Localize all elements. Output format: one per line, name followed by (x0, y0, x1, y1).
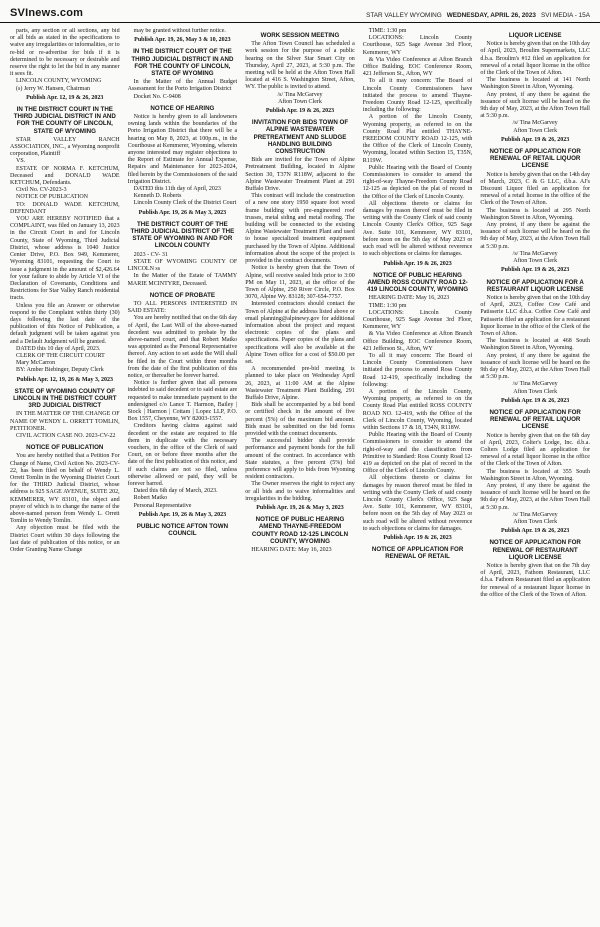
notice-paragraph: Personal Representative (133, 502, 192, 509)
signature-line: /s/ Tina McGarvey (277, 91, 323, 98)
publish-date-line: Publish Apr. 19 & 26, 2023 (383, 535, 452, 542)
notice-heading: THE DISTRICT COURT OF THE THIRD JUDICIAL DISTRICT OF THE STATE OF WYOMING IN AND FOR LINCOLN COUNTY (130, 220, 235, 250)
publish-date-line: Publish Apr. 19 & 26, 2023 (383, 260, 452, 267)
notice-heading: NOTICE OF PUBLIC HEARING AMEND ROSS COUNTY ROAD 12-419 LINCOLN COUNTY, WYOMING (367, 271, 469, 294)
notice-paragraph: All objections thereto or claims for damages by reason thereof must be filed in writing with the County Clerk of said county Lincoln County Clerk's Office, 925 Sage Ave. Suite 101, Kemmerer, WY 83101, before noon on the 5th day of May 2023 or such road will be altered without reverence to such objections or claims for damages. (362, 475, 473, 532)
notice-paragraph: IN THE MATTER OF THE CHANGE OF NAME OF WENDY L. ORRETT TOMLIN, PETITIONER. (10, 411, 120, 432)
signature-line: Afton Town Clerk (513, 258, 558, 265)
notice-paragraph: parts, any section or all sections, any bid or all bids as stated in the specifications to waive any irregularities or informalities, or to re-bid or re-advertise for bids if it is determined to be necessary or desirable and reserve the right to let the bid in any manner it sees fit. (10, 28, 120, 78)
publish-date-line: Publish Apr. 19 & 26, 2023 (501, 397, 570, 404)
notice-paragraph: NOTICE OF PUBLICATION (16, 194, 88, 201)
signature-line: /s/ Tina McGarvey (512, 250, 558, 257)
signature-line: /s/ Tina McGarvey (512, 381, 558, 388)
notice-paragraph: DATED this 11th day of April, 2023 (133, 186, 221, 193)
notice-paragraph: This contract will include the construction of a new one story 1950 square foot wood frame building with pre-engineered roof trusses, metal siding and metal roofing. The building will be connected to the existing Alpine Wastewater Treatment Plant and used to house specialized treatment equipment purchased by the Town of Alpine. Additional information about the scope of the project is provided in the contract documents. (245, 193, 355, 265)
notice-paragraph: Lincoln County Clerk of the District Court (133, 200, 237, 207)
notice-paragraph: To all it may concern: The Board of Lincoln County Commissioners have initiated the process to amend Thayne-Freedom County Road 12-125, specifically including the following: (362, 78, 473, 114)
column-2 (128, 28, 238, 915)
notice-paragraph: (s) Jerry W. Hansen, Chairman (16, 85, 90, 92)
column-1 (10, 28, 120, 915)
publish-date-line: Publish Apr. 19 & 26, 2023 (501, 267, 570, 274)
publish-date-line: Publish Apr. 19, 26 & May 3, 2023 (256, 505, 344, 511)
notice-paragraph: Any protest, if any there be against the issuance of such license will be heard on the 9th day of May, 2023, at the Afton Town Hall at 5:30 p.m. (480, 91, 590, 120)
notice-heading: NOTICE OF PROBATE (149, 291, 215, 299)
notice-paragraph: Creditors having claims against said decedent or the estate are required to file them in duplicate with the necessary vouchers, in the office of the Clerk of said Court, on or before three months after the date of the first publication of this notice, and if such claims are not so filed, unless otherwise allowed or paid, they will be forever barred. (127, 423, 238, 487)
column-3 (245, 28, 355, 915)
legal-notices-columns (0, 23, 600, 923)
header-date: WEDNESDAY, APRIL 26, 2023 (446, 12, 536, 19)
notice-paragraph: Docket No. C-9408 (133, 93, 181, 100)
notice-paragraph: Robert Matko (133, 495, 168, 502)
notice-paragraph: TO: DONALD WADE KETCHUM, DEFENDANT (10, 201, 120, 215)
notice-paragraph: A recommended pre-bid meeting is planned to take place on Wednesday April 26, 2023, at 11:00 AM at the Alpine Wastewater Treatment Plant Building, 291 Buffalo Drive, Alpine. (245, 366, 355, 401)
notice-paragraph: & Via Video Conference at Afton Branch Office Building, EOC Conference Room, 421 Jefferson St., Afton, WY (362, 56, 473, 78)
notice-paragraph: YOU ARE HEREBY NOTIFIED that a COMPLAINT, was filed on January 13, 2023 in the Circuit Court in and for Lincoln County, State of Wyoming, Third Judicial District, whose address is 1040 Justice Center Drive, P.O. Box 949, Kemmerer, Wyoming 83101, requesting the Court to issue a judgment in the amount of $2,426.64 for your failure to abide by Article VI of the Declaration of Covenants, Conditions and Restrictions for Star Valley Ranch residential tracts. (10, 216, 120, 302)
notice-paragraph: LOCATIONS: Lincoln County Courthouse, 925 Sage Avenue 3rd Floor, Kemmerer, WY (362, 309, 473, 331)
notice-paragraph: The business is located at 141 North Washington Street in Afton, Wyoming. (480, 77, 590, 91)
notice-paragraph: DATED this 10 day of April, 2023. (16, 345, 101, 352)
notice-paragraph: In the Matter of the Annual Budget Assessment for the Porto Irrigation District (127, 79, 238, 93)
notice-heading: WORK SESSION MEETING (260, 32, 340, 39)
site-name: SVInews.com (10, 7, 84, 19)
notice-paragraph: A portion of the Lincoln County, Wyoming property, as referred to on the County Road Plat entitled THAYNE-FREEDOM COUNTY ROAD 12-125, with the Office of the Clerk of Lincoln County, Wyoming, located within Section 15, T35N, R119W. (362, 114, 473, 164)
notice-paragraph: The business is located at 355 South Washington Street in Afton, Wyoming. (480, 468, 590, 482)
notice-paragraph: CIVIL ACTION CASE NO. 2023-CV-22 (16, 432, 116, 439)
notice-paragraph: TO ALL PERSONS INTERESTED IN SAID ESTATE: (127, 300, 238, 315)
notice-paragraph: ESTATE OF NORMA F. KETCHUM, Deceased and DONALD WADE KETCHUM, Defendants. (10, 165, 120, 187)
notice-paragraph: LINCOLN COUNTY, WYOMING (16, 78, 102, 85)
publish-date-line: Publish Apr. 12, 19 & 26, 2023 (26, 94, 104, 101)
notice-paragraph: Kenneth D. Roberts (133, 193, 182, 200)
notice-paragraph: Notice is hereby given that on the 7th day of April, 2023, Fathom Restaurant, LLC d.b.a. Fathom Restaurant filed an application for renewal of a restaurant liquor license in the office of the Clerk of the Town of Afton. (480, 563, 590, 598)
notice-heading: INVITATION FOR BIDS TOWN OF ALPINE WASTEWATER PRETREATMENT AND SLUDGE HANDLING BUILDING CONSTRUCTION (251, 119, 349, 156)
notice-paragraph: The successful bidder shall provide performance and payment bonds for the full amount of the contract. In accordance with State statutes, a five percent (5%) bid preference will apply to bids from Wyoming resident contractors. (245, 438, 355, 481)
page-header (0, 0, 600, 23)
notice-heading: NOTICE OF APPLICATION FOR RENEWAL OF RETAIL LIQUOR LICENSE (489, 408, 581, 431)
notice-paragraph: Any protest, if any there be against the issuance of such license will be heard on the 9th day of May, 2023, at the Afton Town Hall at 5:30 p.m. (480, 352, 590, 381)
notice-paragraph: Interested contractors should contact the Town of Alpine at the address listed above or email planning@alpinewy.gov for additional information about the project and request electronic copies of the plans and specifications. Paper copies of the plans and specifications will also be available at the Alpine Town office for a cost of $50.00 per set. (245, 301, 355, 365)
notice-paragraph: Mary McCarron (16, 360, 56, 367)
notice-heading: IN THE DISTRICT COURT IN THE THIRD JUDICIAL DISTRICT IN AND FOR THE COUNTY OF LINCOLN, STATE OF WYOMING (13, 106, 116, 135)
notice-paragraph: In the Matter of the Estate of TAMMY MARIE MCINTYRE, Deceased. (127, 273, 238, 287)
signature-line: Afton Town Clerk (513, 519, 558, 525)
notice-paragraph: The business is located at 468 South Washington Street in Afton, Wyoming. (480, 338, 590, 352)
signature-line: /s/ Tina McGarvey (512, 511, 558, 518)
notice-paragraph: Any protest, if any there be against the issuance of such license will be heard on the 9th day of May, 2023, at the Afton Town Hall at 5:30 p.m. (480, 222, 590, 250)
notice-paragraph: A portion of the Lincoln County, Wyoming property, as referred to on the County Road Plat entitled ROSS COUNTY ROAD NO. 12-419, with the Office of the Clerk of Lincoln County, Wyoming, located within Sections 17 & 18, T34N, R118W. (362, 388, 473, 431)
signature-line: /s/ Tina McGarvey (512, 120, 558, 127)
notice-heading: PUBLIC NOTICE AFTON TOWN COUNCIL (136, 523, 229, 538)
notice-heading: IN THE DISTRICT COURT OF THE THIRD JUDICIAL DISTRICT IN AND FOR THE COUNTY OF LINCOLN, STATE OF WYOMING (131, 48, 234, 78)
notice-heading: NOTICE OF APPLICATION FOR RENEWAL OF RETAIL (371, 546, 464, 561)
notice-paragraph: HEARING DATE: May 16, 2023 (368, 295, 450, 302)
column-5 (480, 28, 590, 915)
notice-paragraph: & Via Video Conference at Afton Branch Office Building, EOC Conference Room, 421 Jefferson St., Afton, WY (362, 331, 473, 352)
notice-paragraph: You are hereby notified that a Petition For Change of Name, Civil Action No. 2023-CV-22, has been filed on behalf of Wendy L. Orrett Tomlin in the Wyoming District Court for the THIRD Judicial District, whose address is 925 SAGE AVENUE, SUITE 202, KEMMERER, WY 83101, the object and prayer of which is to change the name of the above-named person from Wendy L. Orrett Tomlin to Wendy Tomlin. (10, 453, 120, 525)
notice-heading: NOTICE OF PUBLIC HEARING AMEND THAYNE-FREEDOM COUNTY ROAD 12-125 LINCOLN COUNTY, WYOMING (251, 516, 349, 545)
notice-paragraph: Dated this 6th day of March, 2023. (133, 488, 218, 495)
publish-date-line: Publish Apr. 12, 19, 26 & May 3, 2023 (16, 376, 114, 383)
signature-line: Afton Town Clerk (278, 98, 322, 105)
signature-line: Afton Town Clerk (513, 127, 558, 134)
publish-date-line: Publish Apr. 19 & 26, 2023 (501, 528, 570, 535)
notice-paragraph: Bids shall be accompanied by a bid bond or certified check in the amount of five percent (5%) of the maximum bid amount. Bids must be submitted on the bid forms provided with the contract documents. (245, 402, 355, 437)
notice-paragraph: BY: Amber Biebinger, Deputy Clerk (16, 367, 104, 374)
notice-heading: NOTICE OF APPLICATION FOR RENEWAL OF RESTAURANT LIQUOR LICENSE (489, 539, 581, 561)
signature-line: Afton Town Clerk (513, 388, 558, 395)
notice-paragraph: Notice is hereby given to all landowners owning lands within the boundaries of the Porto Irrigation District that there will be a hearing on May 8, 2023, at 100p.m., in the Courthouse at Kemmerer, Wyoming, wherein anyone interested may register objections to the Report of Estimate for Annual Expense, Repairs and Maintenance for 2023-2024, filed herein by the Commissioners of the said Irrigation District. (127, 114, 238, 185)
notice-heading: NOTICE OF APPLICATION FOR RENEWAL OF RETAIL LIQUOR LICENSE (489, 148, 581, 170)
notice-paragraph: LOCATIONS: Lincoln County Courthouse, 925 Sage Avenue 3rd Floor, Kemmerer, WY (362, 35, 473, 56)
notice-paragraph: Civil No. CV-2023-3 (16, 187, 67, 194)
notice-paragraph: To all it may concern: The Board of Lincoln County Commissioners have initiated the process to amend Ross County Road 12-419, specifically including the following: (362, 352, 473, 388)
notice-paragraph: The business is located at 295 North Washington Street in Afton, Wyoming. (480, 207, 590, 221)
notice-paragraph: Bids are invited for the Town of Alpine Pretreatment Building, located in Alpine Section 30, T37N R118W, adjacent to the Alpine Wastewater Treatment Plant at 291 Buffalo Drive. (245, 157, 355, 193)
notice-paragraph: Any protest, if any there be against the issuance of such license will be heard on the 9th day of May, 2023, at the Afton Town Hall at 5:30 p.m. (480, 482, 590, 511)
notice-paragraph: CLERK OF THE CIRCUIT COURT (16, 352, 105, 359)
notice-paragraph: Notice is hereby given that on the 10th day of April, 2023, Broulim Supermarkets, LLC d.b.a. Broulim's #12 filed an application for renewal of a retail liquor license in the office of the Clerk of the Town of Afton. (480, 41, 590, 77)
notice-paragraph: All objections thereto or claims for damages by reason thereof must be filed in writing with the County Clerk of said county Lincoln County Clerk's Office, 925 Sage Ave. Suite 101, Kemmerer, WY 83101, before noon on the 5th day of May 2023 or such road will be altered without reverence to such objections or claims for damages. (362, 200, 473, 258)
notice-paragraph: Public Hearing with the Board of County Commissioners to consider to amend the right-of-way and the classification from Primitive to Standard: Ross County Road 12-419 as depicted on the plat of record in the Office of the Clerk of Lincoln County. (362, 432, 473, 475)
notice-paragraph: Public Hearing with the Board of County Commissioners to consider to amend the right-of-way Thayne-Freedom County Road 12-125 as depicted on the plat of record in the Office of the Clerk of Lincoln County. (362, 164, 473, 200)
notice-paragraph: Notice is hereby given that on the 6th day of April, 2023, Colter's Lodge, Inc. d.b.a. Colters Lodge filed an application for renewal of a retail liquor license in the office of the Clerk of the Town of Afton. (480, 432, 590, 468)
notice-heading: NOTICE OF APPLICATION FOR A RESTAURANT LIQUOR LICENSE (486, 278, 584, 293)
notice-heading: LIQUOR LICENSE (508, 32, 562, 39)
header-location: STAR VALLEY WYOMING (366, 12, 442, 19)
notice-paragraph: 2023 - CV- 31 (133, 251, 168, 258)
notice-paragraph: HEARING DATE: May 16, 2023 (251, 547, 332, 554)
notice-heading: NOTICE OF PUBLICATION (26, 444, 104, 452)
column-4 (363, 28, 473, 915)
notice-paragraph: The Afton Town Council has scheduled a work session for the purpose of a public hearing on the Silver Star Smart City on Thursday, April 27, 2023, at 5:30 p.m. The meeting will be held at the Afton Town Hall located at 416 S. Washington Street, Afton, WY. The public is invited to attend. (245, 41, 355, 91)
notice-paragraph: STATE OF WYOMING COUNTY OF LINCOLN ss (127, 258, 238, 273)
notice-paragraph: TIME: 1:30 pm (368, 28, 407, 34)
publish-date-line: Publish Apr. 19, 26 & May 3, 2023 (138, 209, 227, 216)
header-dateline (366, 12, 590, 19)
notice-heading: NOTICE OF HEARING (150, 104, 215, 112)
notice-paragraph: may be granted without further notice. (133, 28, 226, 34)
publish-date-line: Publish Apr. 19, 26 & May 3, 2023 (138, 511, 227, 518)
notice-paragraph: STAR VALLEY RANCH ASSOCIATION, INC., a Wyoming nonprofit corporation, Plaintiff (10, 136, 120, 158)
notice-paragraph: You are hereby notified that on the 6th day of April, the Last Will of the above-named decedent was admitted to probate by the above-named court, and that Robert Matko was appointed as the Personal Representative thereof. Any action to set aside the Will shall be filed in the Court within three months from the date of the first publication of this notice, or thereafter be forever barred. (127, 315, 238, 379)
notice-paragraph: The Owner reserves the right to reject any or all bids and to waive informalities and irregularities in the bidding. (245, 481, 355, 502)
notice-heading: STATE OF WYOMING COUNTY OF LINCOLN IN THE DISTRICT COURT 3RD JUDICIAL DISTRICT (13, 387, 117, 410)
publish-date-line: Publish Apr. 19 & 26, 2023 (501, 136, 570, 143)
notice-paragraph: Unless you file an Answer or otherwise respond to the Complaint within thirty (30) days following the last date of the publication of this Notice of Publication, a default judgment will be taken against you and a Default Judgment will be granted. (10, 302, 120, 345)
publish-date-line: Publish Apr. 19 & 26, 2023 (265, 108, 335, 115)
notice-paragraph: Notice is hereby given that the Town of Alpine, will receive sealed bids prior to 3:00 PM on May 11, 2023, at the office of the Town of Alpine, 250 River Circle, P.O. Box 3070, Alpine Wy. 83128; 307-654-7757. (245, 265, 355, 301)
notice-paragraph: Notice is further given that all persons indebted to said decedent or to said estate are requested to make immediate payment to the undersigned c/o Lance T. Harmon, Bailey | Stock | Harmon | Cottam | Lopez LLP, P.O. Box 1557, Cheyenne, WY 82003-1557. (127, 380, 238, 423)
publish-date-line: Publish Apr. 19, 26, May 3 & 10, 2023 (134, 37, 231, 44)
notice-paragraph: TIME: 1:30 pm (368, 302, 407, 309)
notice-paragraph: Notice is hereby given that on the 10th day of April, 2023, Coffee Cow Café and Patisserie LLC d.b.a. Coffee Cow Café and Patisserie filed an application for a restaurant liquor license in the office of the Clerk of the Town of Afton. (480, 294, 590, 337)
notice-paragraph: Notice is hereby given that on the 14th day of March, 2023, C & G LLC, d.b.a. AJ's Discount Liquor filed an application for renewal of a retail license in the office of the Clerk of the Town of Afton. (480, 171, 590, 207)
notice-paragraph: Any objection must be filed with the District Court within 30 days following the last date of publication of this notice, or an Order Granting Name Change (10, 525, 120, 554)
header-edition: SVI MEDIA - 15A (540, 12, 590, 19)
notice-paragraph: VS. (16, 158, 26, 165)
